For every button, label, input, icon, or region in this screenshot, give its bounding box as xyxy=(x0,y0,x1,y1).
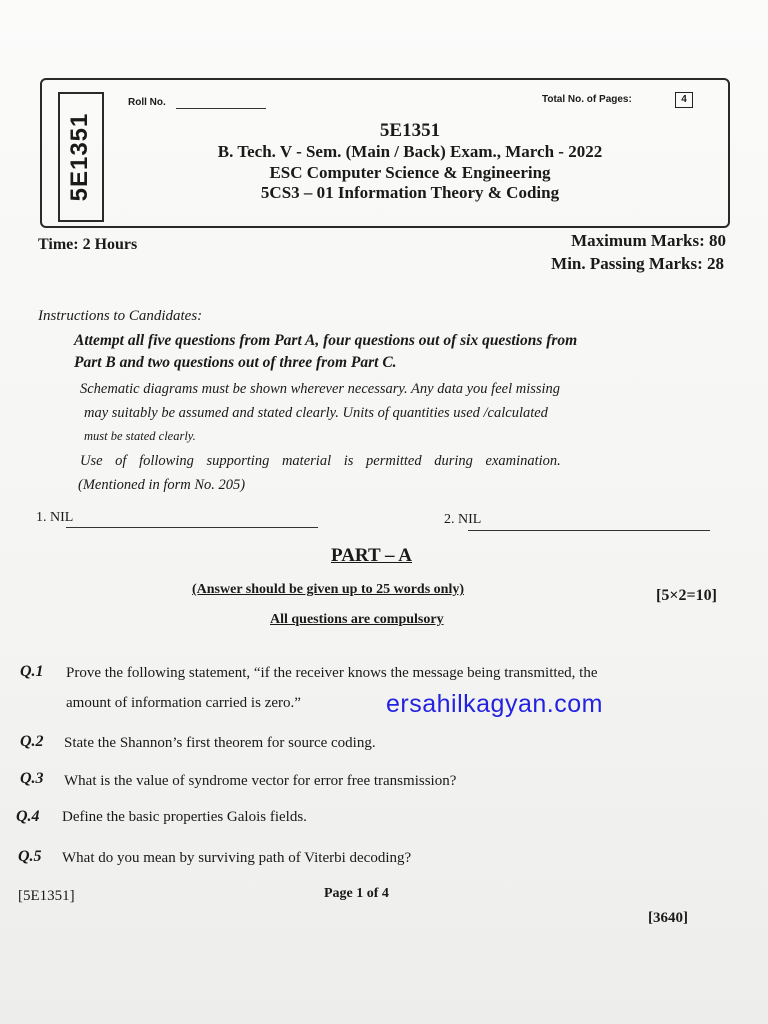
instruction-line: Part B and two questions out of three from Part C. xyxy=(74,354,397,371)
answer-length-note: (Answer should be given up to 25 words only) xyxy=(192,582,465,597)
instruction-line: (Mentioned in form No. 205) xyxy=(78,477,246,493)
instruction-line: Schematic diagrams must be shown wherever necessary. Any data you feel missing xyxy=(80,381,561,397)
part-a-title: PART – A xyxy=(331,545,412,566)
instruction-line: must be stated clearly. xyxy=(84,429,196,443)
part-a-marks: [5×2=10] xyxy=(656,587,717,604)
footer-page-number: Page 1 of 4 xyxy=(324,886,389,901)
question-text: What do you mean by surviving path of Viterbi decoding? xyxy=(62,850,412,866)
material-item-2: 2. NIL xyxy=(444,512,482,527)
roll-no-line xyxy=(176,108,266,109)
paper-code-title: 5E1351 xyxy=(379,120,441,141)
exam-title: B. Tech. V - Sem. (Main / Back) Exam., March - 2022 xyxy=(217,142,603,161)
paper-code-vertical: 5E1351 xyxy=(66,112,93,202)
exam-time: Time: 2 Hours xyxy=(38,236,138,253)
question-number: Q.2 xyxy=(20,733,44,750)
compulsory-note: All questions are compulsory xyxy=(270,612,444,627)
subject-title: 5CS3 – 01 Information Theory & Coding xyxy=(260,183,560,202)
material-item-1: 1. NIL xyxy=(36,510,74,525)
material-line-2 xyxy=(468,530,710,531)
question-text: Prove the following statement, “if the receiver knows the message being transmitted, the xyxy=(66,665,598,681)
question-text: Define the basic properties Galois fields. xyxy=(62,809,307,825)
question-text: amount of information carried is zero.” xyxy=(66,695,301,711)
roll-no-label: Roll No. xyxy=(128,97,166,108)
material-line-1 xyxy=(66,527,318,528)
question-text: State the Shannon’s first theorem for source coding. xyxy=(64,735,376,751)
question-number: Q.5 xyxy=(18,848,42,865)
instruction-line: Attempt all five questions from Part A, four questions out of six questions from xyxy=(74,332,578,349)
min-passing-marks: Min. Passing Marks: 28 xyxy=(551,254,724,273)
total-pages-label: Total No. of Pages: xyxy=(542,94,632,105)
branch-title: ESC Computer Science & Engineering xyxy=(269,163,551,182)
watermark-link[interactable]: ersahilkagyan.com xyxy=(386,690,603,718)
total-pages-value: 4 xyxy=(675,92,693,108)
question-number: Q.1 xyxy=(20,663,44,680)
instruction-line: may suitably be assumed and stated clearly. Units of quantities used /calculated xyxy=(84,405,548,421)
instructions-heading: Instructions to Candidates: xyxy=(38,308,203,324)
footer-serial: [3640] xyxy=(648,910,688,926)
instruction-line: Use of following supporting material is permitted during examination. xyxy=(80,453,561,469)
maximum-marks: Maximum Marks: 80 xyxy=(571,231,726,250)
footer-paper-code: [5E1351] xyxy=(18,888,75,904)
question-text: What is the value of syndrome vector for error free transmission? xyxy=(64,773,457,789)
question-number: Q.4 xyxy=(16,808,40,825)
question-number: Q.3 xyxy=(20,770,44,787)
